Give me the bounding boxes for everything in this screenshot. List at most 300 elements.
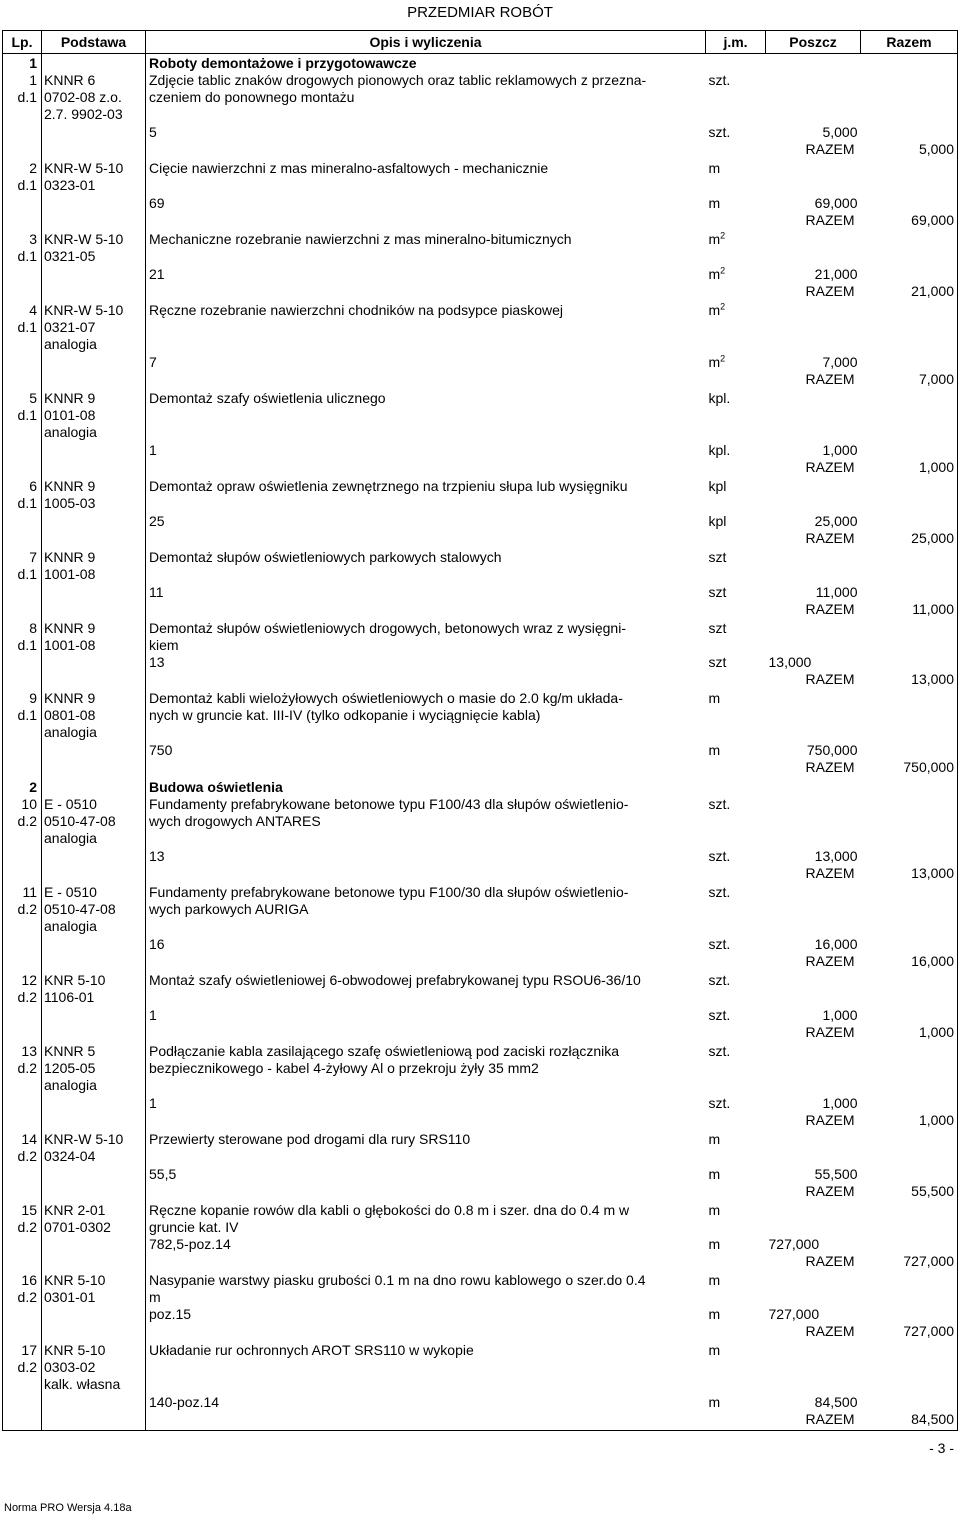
quantity-unit: szt. bbox=[708, 1007, 731, 1023]
position-row bbox=[3, 884, 958, 936]
empty-cell bbox=[3, 459, 42, 478]
description: Cięcie nawierzchni z mas mineralno-asfaltowych - mechanicznie bbox=[149, 160, 549, 176]
quantity-row bbox=[3, 742, 958, 759]
position-row bbox=[3, 620, 958, 671]
subtotal-value: 21,000 bbox=[814, 266, 858, 282]
total-value: 1,000 bbox=[861, 459, 958, 478]
position-row bbox=[3, 1342, 958, 1394]
quantity-unit: m bbox=[708, 1394, 721, 1410]
empty-cell bbox=[861, 124, 958, 141]
subtotal bbox=[766, 231, 861, 266]
unit: kpl bbox=[708, 478, 727, 494]
empty-cell bbox=[861, 1166, 958, 1183]
subtotal bbox=[766, 972, 861, 1007]
quantity-expression: 55,5 bbox=[149, 1166, 177, 1182]
empty-cell bbox=[706, 953, 766, 972]
empty-cell bbox=[146, 371, 706, 390]
total-value: 727,000 bbox=[861, 1253, 958, 1272]
subtotal-value: 69,000 bbox=[814, 195, 858, 211]
quantity-unit: m bbox=[708, 1166, 721, 1182]
empty-cell bbox=[706, 54, 766, 73]
total-value: 13,000 bbox=[861, 671, 958, 690]
empty-cell bbox=[706, 530, 766, 549]
position-number: 15 d.2 bbox=[3, 1202, 42, 1253]
position-row bbox=[3, 1202, 958, 1253]
empty-cell bbox=[3, 936, 42, 953]
total bbox=[861, 302, 958, 354]
position-number: 11 d.2 bbox=[3, 884, 42, 936]
empty-cell bbox=[3, 266, 42, 283]
total-row bbox=[3, 601, 958, 620]
empty-cell bbox=[861, 266, 958, 283]
unit: szt. bbox=[708, 72, 731, 88]
unit: $m^2$ bbox=[708, 230, 726, 247]
empty-cell bbox=[861, 442, 958, 459]
position-row bbox=[3, 796, 958, 848]
total-row bbox=[3, 371, 958, 390]
empty-cell bbox=[42, 584, 146, 601]
total-label: RAZEM bbox=[805, 459, 855, 475]
quantity-unit: m bbox=[708, 742, 721, 758]
empty-cell bbox=[146, 1323, 706, 1342]
empty-cell bbox=[42, 1095, 146, 1112]
quantity-expression: 13 bbox=[149, 848, 165, 864]
description: Ręczne kopanie rowów dla kabli o głębokości do 0.8 m i szer. dna do 0.4 m w gruncie kat. IV 782,5-poz.14 bbox=[149, 1202, 630, 1252]
empty-cell bbox=[3, 1323, 42, 1342]
quantity-row bbox=[3, 1166, 958, 1183]
total bbox=[861, 1131, 958, 1166]
quantity-expression: 25 bbox=[149, 513, 165, 529]
basis-code: E - 0510 0510-47-08 analogia bbox=[42, 796, 146, 848]
total-label: RAZEM bbox=[805, 1112, 855, 1128]
empty-cell bbox=[42, 530, 146, 549]
position-number: 8 d.1 bbox=[3, 620, 42, 671]
position-row bbox=[3, 1043, 958, 1095]
description: Demontaż opraw oświetlenia zewnętrznego na trzpieniu słupa lub wysięgniku bbox=[149, 478, 628, 494]
total-value: 5,000 bbox=[861, 141, 958, 160]
empty-cell bbox=[706, 212, 766, 231]
total bbox=[861, 1202, 958, 1253]
empty-cell bbox=[42, 283, 146, 302]
total-value: 21,000 bbox=[861, 283, 958, 302]
empty-cell bbox=[42, 212, 146, 231]
basis-code: KNR 5-10 0301-01 bbox=[42, 1272, 146, 1323]
quantity-expression: 1 bbox=[149, 442, 157, 458]
subtotal-value: 25,000 bbox=[814, 513, 858, 529]
subtotal-value: 1,000 bbox=[822, 442, 858, 458]
empty-cell bbox=[706, 671, 766, 690]
total-label: RAZEM bbox=[766, 1411, 861, 1431]
subtotal-value: 1,000 bbox=[822, 1007, 858, 1023]
empty-cell bbox=[3, 601, 42, 620]
total-label: RAZEM bbox=[805, 141, 855, 157]
empty-cell bbox=[42, 601, 146, 620]
empty-cell bbox=[3, 1166, 42, 1183]
empty-cell bbox=[146, 759, 706, 778]
unit: m bbox=[708, 1342, 721, 1358]
quantity-row bbox=[3, 584, 958, 601]
subtotal bbox=[766, 796, 861, 848]
empty-cell bbox=[146, 1183, 706, 1202]
total-row bbox=[3, 459, 958, 478]
total-label: RAZEM bbox=[805, 1253, 855, 1269]
quantity-row bbox=[3, 1095, 958, 1112]
quantity-unit: m bbox=[708, 195, 721, 211]
total-label: RAZEM bbox=[805, 1323, 855, 1339]
empty-cell bbox=[706, 1323, 766, 1342]
empty-cell bbox=[3, 283, 42, 302]
col-opis: Opis i wyliczenia bbox=[146, 31, 706, 54]
quantity-expression: 1 bbox=[149, 1007, 157, 1023]
quantity-expression: 7 bbox=[149, 354, 157, 370]
quantity-expression: 21 bbox=[149, 266, 165, 282]
table-body bbox=[3, 54, 958, 1431]
position-number: 2 d.1 bbox=[3, 160, 42, 195]
empty-cell bbox=[861, 778, 958, 796]
empty-cell bbox=[3, 513, 42, 530]
empty-cell bbox=[146, 1411, 706, 1431]
total-row bbox=[3, 1183, 958, 1202]
empty-cell bbox=[3, 212, 42, 231]
subtotal bbox=[766, 1131, 861, 1166]
quantity-row bbox=[3, 848, 958, 865]
empty-cell bbox=[42, 936, 146, 953]
empty-cell bbox=[706, 1183, 766, 1202]
total-label: RAZEM bbox=[805, 953, 855, 969]
description: Nasypanie warstwy piasku grubości 0.1 m na dno rowu kablowego o szer.do 0.4 m poz.15 bbox=[149, 1272, 646, 1322]
basis-code: E - 0510 0510-47-08 analogia bbox=[42, 884, 146, 936]
empty-cell bbox=[3, 865, 42, 884]
total-label: RAZEM bbox=[805, 671, 855, 687]
empty-cell bbox=[3, 742, 42, 759]
unit: szt. bbox=[708, 796, 731, 812]
section-number: 1 bbox=[3, 54, 42, 73]
empty-cell bbox=[861, 584, 958, 601]
empty-cell bbox=[146, 1253, 706, 1272]
quantity-row bbox=[3, 124, 958, 141]
empty-cell bbox=[706, 371, 766, 390]
basis-code: KNNR 9 1001-08 bbox=[42, 620, 146, 671]
section-title: Budowa oświetlenia bbox=[149, 779, 283, 795]
unit: szt. bbox=[708, 1043, 731, 1059]
empty-cell bbox=[3, 1411, 42, 1431]
subtotal-value: 11,000 bbox=[815, 584, 858, 600]
position-number: 17 d.2 bbox=[3, 1342, 42, 1394]
quantity-row bbox=[3, 936, 958, 953]
total-row bbox=[3, 283, 958, 302]
empty-cell bbox=[861, 195, 958, 212]
description: Zdjęcie tablic znaków drogowych pionowych oraz tablic reklamowych z przezna- czeniem do ponownego montażu bbox=[149, 72, 647, 105]
position-row bbox=[3, 390, 958, 442]
empty-cell bbox=[3, 1095, 42, 1112]
empty-cell bbox=[42, 195, 146, 212]
position-row bbox=[3, 1272, 958, 1323]
empty-cell bbox=[3, 1112, 42, 1131]
empty-cell bbox=[42, 371, 146, 390]
quantity-row bbox=[3, 513, 958, 530]
empty-cell bbox=[3, 1183, 42, 1202]
quantity-expression: 11 bbox=[149, 584, 164, 600]
description: Montaż szafy oświetleniowej 6-obwodowej prefabrykowanej typu RSOU6-36/10 bbox=[149, 972, 641, 988]
total bbox=[861, 72, 958, 124]
total bbox=[861, 972, 958, 1007]
quantity-unit: szt. bbox=[708, 1095, 731, 1111]
quantity-row bbox=[3, 195, 958, 212]
quantity-expression: 140-poz.14 bbox=[149, 1394, 220, 1410]
empty-cell bbox=[42, 1183, 146, 1202]
basis-code: KNR 5-10 0303-02 kalk. własna bbox=[42, 1342, 146, 1394]
total-row bbox=[3, 530, 958, 549]
description: Demontaż słupów oświetleniowych drogowych, betonowych wraz z wysięgni- kiem 13 bbox=[149, 620, 626, 670]
total-label: RAZEM bbox=[805, 601, 855, 617]
unit: szt bbox=[708, 549, 727, 565]
basis-code: KNNR 9 1005-03 bbox=[42, 478, 146, 513]
empty-cell bbox=[42, 124, 146, 141]
total bbox=[861, 390, 958, 442]
total-label: RAZEM bbox=[805, 212, 855, 228]
empty-cell bbox=[706, 601, 766, 620]
total-row bbox=[3, 1024, 958, 1043]
empty-cell bbox=[3, 953, 42, 972]
empty-cell bbox=[706, 759, 766, 778]
quantity-unit: szt. bbox=[708, 936, 731, 952]
quantity-row bbox=[3, 1007, 958, 1024]
unit: m bbox=[708, 1131, 721, 1147]
position-number: 12 d.2 bbox=[3, 972, 42, 1007]
total-value: 13,000 bbox=[861, 865, 958, 884]
empty-cell bbox=[3, 1024, 42, 1043]
total bbox=[861, 884, 958, 936]
unit: $m^2$ bbox=[708, 301, 726, 318]
position-row bbox=[3, 302, 958, 354]
empty-cell bbox=[861, 1007, 958, 1024]
quantity-unit: szt. bbox=[708, 848, 731, 864]
total-value: 16,000 bbox=[861, 953, 958, 972]
empty-cell bbox=[42, 759, 146, 778]
quantity-row bbox=[3, 354, 958, 371]
empty-cell bbox=[3, 442, 42, 459]
empty-cell bbox=[146, 212, 706, 231]
empty-cell bbox=[146, 601, 706, 620]
description: Mechaniczne rozebranie nawierzchni z mas mineralno-bitumicznych bbox=[149, 231, 572, 247]
total-value: 1,000 bbox=[861, 1112, 958, 1131]
quantity-row bbox=[3, 266, 958, 283]
total-label: RAZEM bbox=[805, 1183, 855, 1199]
subtotal bbox=[766, 549, 861, 584]
quantity-expression: 69 bbox=[149, 195, 165, 211]
empty-cell bbox=[3, 141, 42, 160]
total-row bbox=[3, 1323, 958, 1342]
empty-cell bbox=[42, 1323, 146, 1342]
unit: m bbox=[708, 690, 721, 706]
empty-cell bbox=[42, 54, 146, 73]
subtotal: 727,000 bbox=[768, 1306, 820, 1322]
position-number: 9 d.1 bbox=[3, 690, 42, 742]
total-value: 7,000 bbox=[861, 371, 958, 390]
total-label: RAZEM bbox=[805, 283, 855, 299]
empty-cell bbox=[146, 283, 706, 302]
total bbox=[861, 1342, 958, 1394]
empty-cell bbox=[42, 1253, 146, 1272]
unit: m m bbox=[708, 1202, 721, 1252]
unit: szt szt bbox=[708, 620, 727, 670]
total-row bbox=[3, 865, 958, 884]
empty-cell bbox=[706, 1024, 766, 1043]
empty-cell bbox=[146, 530, 706, 549]
total-value: 750,000 bbox=[861, 759, 958, 778]
total-label: RAZEM bbox=[805, 530, 855, 546]
empty-cell bbox=[42, 459, 146, 478]
basis-code: KNR 2-01 0701-0302 bbox=[42, 1202, 146, 1253]
unit: szt. bbox=[708, 972, 731, 988]
section-row bbox=[3, 778, 958, 796]
basis-code: KNNR 9 0101-08 analogia bbox=[42, 390, 146, 442]
empty-cell bbox=[42, 1112, 146, 1131]
total bbox=[861, 231, 958, 266]
page-number: - 3 - bbox=[929, 1440, 954, 1456]
description: Demontaż szafy oświetlenia ulicznego bbox=[149, 390, 386, 406]
position-row bbox=[3, 972, 958, 1007]
empty-cell bbox=[146, 865, 706, 884]
total-label: RAZEM bbox=[805, 371, 855, 387]
subtotal bbox=[766, 72, 861, 124]
subtotal-value: 13,000 bbox=[814, 848, 858, 864]
empty-cell bbox=[3, 124, 42, 141]
quantity-row bbox=[3, 1394, 958, 1411]
empty-cell bbox=[3, 530, 42, 549]
basis-code: KNNR 6 0702-08 z.o. 2.7. 9902-03 bbox=[42, 72, 146, 124]
total bbox=[861, 690, 958, 742]
total-value: 25,000 bbox=[861, 530, 958, 549]
position-number: 5 d.1 bbox=[3, 390, 42, 442]
total bbox=[861, 620, 958, 671]
empty-cell bbox=[146, 953, 706, 972]
empty-cell bbox=[42, 442, 146, 459]
empty-cell bbox=[146, 671, 706, 690]
description: Demontaż kabli wielożyłowych oświetleniowych o masie do 2.0 kg/m układa- nych w gruncie kat. III-IV (tylko odkopanie i wyciągnięcie kabla) bbox=[149, 690, 623, 723]
section-row bbox=[3, 54, 958, 73]
quantity-expression: 5 bbox=[149, 124, 157, 140]
subtotal-value: 16,000 bbox=[814, 936, 858, 952]
quantity-expression: 16 bbox=[149, 936, 165, 952]
total bbox=[861, 549, 958, 584]
total-label: RAZEM bbox=[805, 865, 855, 881]
total bbox=[861, 1272, 958, 1323]
section-number: 2 bbox=[3, 778, 42, 796]
empty-cell bbox=[3, 671, 42, 690]
unit: m bbox=[708, 160, 721, 176]
empty-cell bbox=[146, 459, 706, 478]
subtotal-value: 750,000 bbox=[806, 742, 858, 758]
col-podstawa: Podstawa bbox=[42, 31, 146, 54]
position-number: 7 d.1 bbox=[3, 549, 42, 584]
quantity-unit: kpl bbox=[708, 513, 727, 529]
empty-cell bbox=[861, 513, 958, 530]
position-row bbox=[3, 231, 958, 266]
position-number: 3 d.1 bbox=[3, 231, 42, 266]
total-row bbox=[3, 671, 958, 690]
basis-code: KNNR 9 0801-08 analogia bbox=[42, 690, 146, 742]
position-row bbox=[3, 72, 958, 124]
description: Podłączanie kabla zasilającego szafę oświetleniową pod zaciski rozłącznika bezpiecznikowego - kabel 4-żyłowy Al o przekroju żyły 35 mm2 bbox=[149, 1043, 620, 1076]
position-row bbox=[3, 690, 958, 742]
quantity-unit: $m^2$ bbox=[708, 353, 726, 370]
empty-cell bbox=[42, 1166, 146, 1183]
description: Ręczne rozebranie nawierzchni chodników na podsypce piaskowej bbox=[149, 302, 564, 318]
col-jm: j.m. bbox=[706, 31, 766, 54]
empty-cell bbox=[706, 865, 766, 884]
empty-cell bbox=[42, 848, 146, 865]
subtotal bbox=[766, 478, 861, 513]
subtotal-value: 5,000 bbox=[822, 124, 858, 140]
position-row bbox=[3, 549, 958, 584]
table-header bbox=[3, 31, 958, 54]
subtotal: 727,000 bbox=[768, 1236, 820, 1252]
col-razem: Razem bbox=[861, 31, 958, 54]
position-number: 4 d.1 bbox=[3, 302, 42, 354]
empty-cell bbox=[861, 848, 958, 865]
basis-code: KNR-W 5-10 0321-05 bbox=[42, 231, 146, 266]
description: Fundamenty prefabrykowane betonowe typu F100/43 dla słupów oświetlenio- wych drogowych ANTARES bbox=[149, 796, 629, 829]
basis-code: KNR-W 5-10 0323-01 bbox=[42, 160, 146, 195]
total-value: 1,000 bbox=[861, 1024, 958, 1043]
quantity-unit: szt. bbox=[708, 124, 731, 140]
empty-cell bbox=[42, 1394, 146, 1411]
quantity-expression: 750 bbox=[149, 742, 173, 758]
empty-cell bbox=[861, 1095, 958, 1112]
empty-cell bbox=[3, 1007, 42, 1024]
basis-code: KNNR 5 1205-05 analogia bbox=[42, 1043, 146, 1095]
total-row bbox=[3, 759, 958, 778]
empty-cell bbox=[3, 584, 42, 601]
empty-cell bbox=[42, 778, 146, 796]
position-number: 14 d.2 bbox=[3, 1131, 42, 1166]
total-row bbox=[3, 1112, 958, 1131]
empty-cell bbox=[146, 141, 706, 160]
empty-cell bbox=[42, 742, 146, 759]
software-version: Norma PRO Wersja 4.18a bbox=[4, 1502, 132, 1514]
empty-cell bbox=[861, 54, 958, 73]
position-number: 16 d.2 bbox=[3, 1272, 42, 1323]
description: Demontaż słupów oświetleniowych parkowych stalowych bbox=[149, 549, 502, 565]
position-row bbox=[3, 478, 958, 513]
total bbox=[861, 478, 958, 513]
empty-cell bbox=[42, 953, 146, 972]
total-value: 55,500 bbox=[861, 1183, 958, 1202]
subtotal bbox=[766, 884, 861, 936]
total-value: 69,000 bbox=[861, 212, 958, 231]
subtotal-value: 7,000 bbox=[822, 354, 858, 370]
section-title: Roboty demontażowe i przygotowawcze bbox=[149, 55, 417, 71]
quantity-row bbox=[3, 442, 958, 459]
subtotal: 13,000 bbox=[768, 654, 812, 670]
total-row bbox=[3, 141, 958, 160]
empty-cell bbox=[3, 759, 42, 778]
basis-code: KNNR 9 1001-08 bbox=[42, 549, 146, 584]
empty-cell bbox=[146, 1112, 706, 1131]
empty-cell bbox=[861, 936, 958, 953]
estimate-table bbox=[2, 30, 958, 1431]
quantity-unit: kpl. bbox=[708, 442, 731, 458]
subtotal-value: 55,500 bbox=[814, 1166, 858, 1182]
empty-cell bbox=[3, 195, 42, 212]
subtotal bbox=[766, 302, 861, 354]
total-row bbox=[3, 953, 958, 972]
empty-cell bbox=[706, 459, 766, 478]
total bbox=[861, 1043, 958, 1095]
position-row bbox=[3, 160, 958, 195]
subtotal-value: 84,500 bbox=[814, 1394, 858, 1410]
